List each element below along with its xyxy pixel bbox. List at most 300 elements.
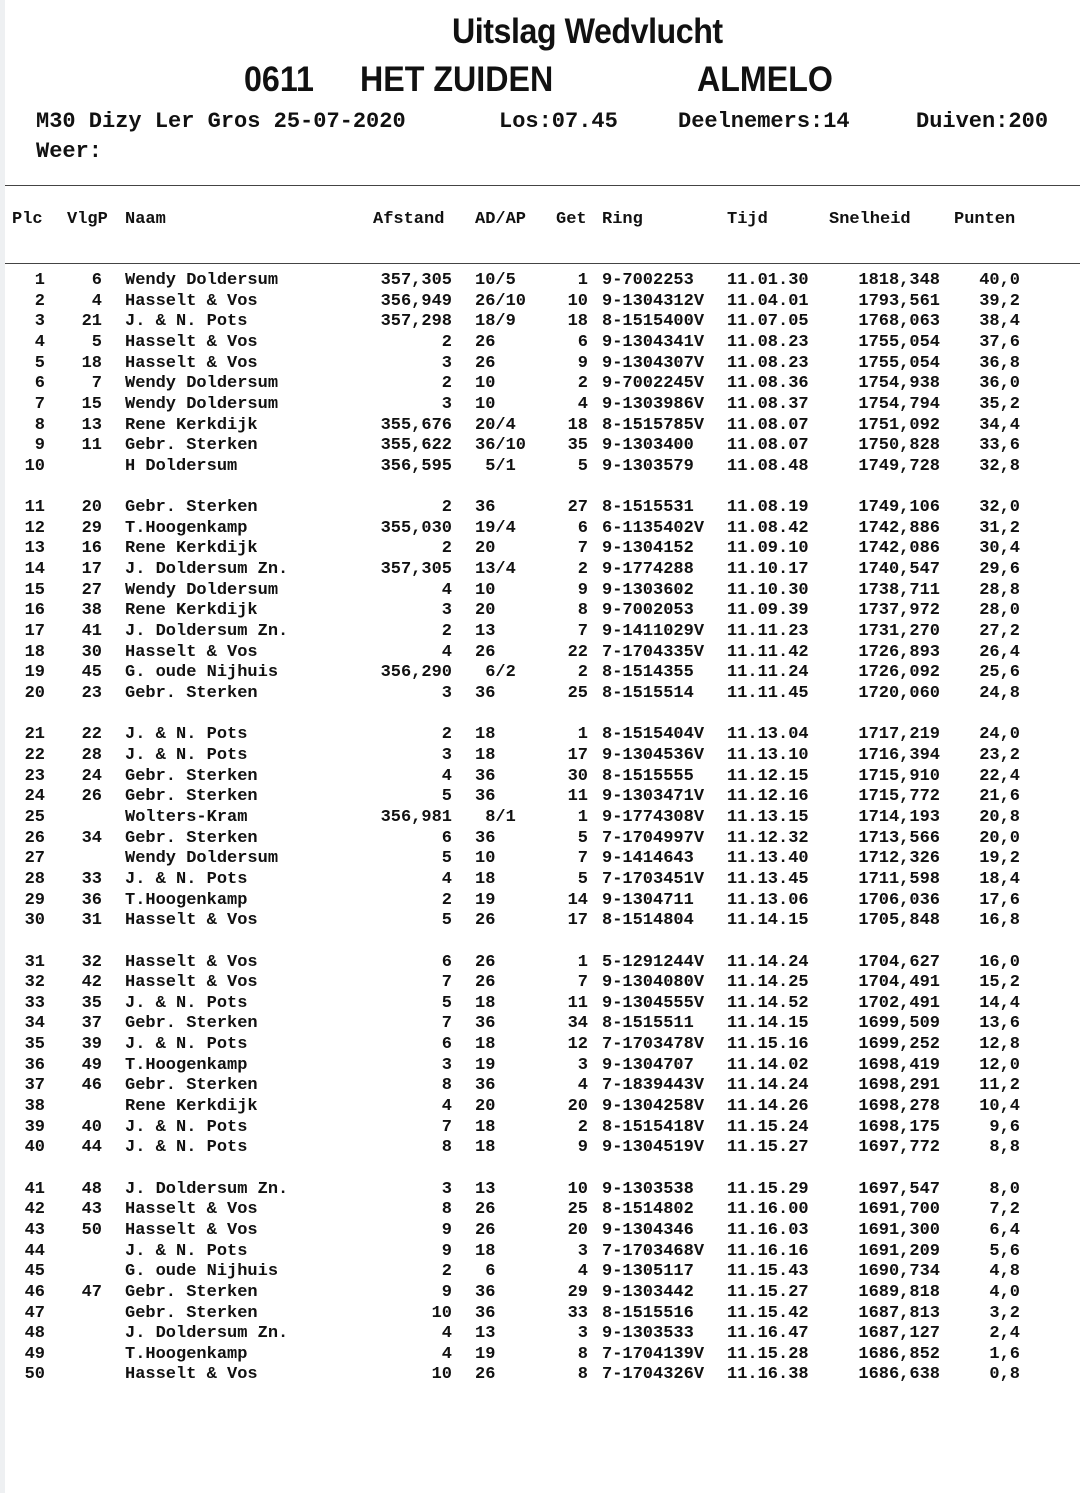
- cell-afstand: 9: [441, 1241, 452, 1261]
- cell-afstand: 4: [441, 766, 452, 786]
- cell-afstand: 3: [441, 745, 452, 765]
- page-title: Uitslag Wedvlucht: [452, 12, 723, 51]
- cell-adap: 36: [475, 1303, 496, 1323]
- cell-plc: 34: [24, 1014, 45, 1034]
- cell-tijd: 11.08.23: [727, 332, 809, 352]
- cell-snelheid: 1698,291: [858, 1076, 940, 1096]
- cell-ring: 8-1515531: [602, 498, 694, 518]
- cell-punten: 10,4: [979, 1097, 1020, 1116]
- cell-tijd: 11.11.45: [727, 684, 809, 703]
- cell-afstand: 3: [441, 684, 452, 703]
- cell-tijd: 11.16.16: [727, 1241, 809, 1261]
- cell-snelheid: 1712,326: [858, 849, 940, 869]
- cell-vlgp: 38: [81, 601, 102, 621]
- cell-snelheid: 1751,092: [858, 415, 940, 435]
- table-row: [0, 994, 1080, 1014]
- cell-ring: 9-1304258V: [602, 1097, 705, 1116]
- cell-get: 27: [567, 498, 588, 518]
- table-row: [0, 1324, 1080, 1344]
- cell-adap: 10: [475, 394, 496, 414]
- cell-plc: 18: [24, 642, 45, 662]
- cell-plc: 5: [34, 353, 45, 373]
- cell-adap: 26/10: [475, 291, 527, 311]
- cell-snelheid: 1740,547: [858, 560, 940, 580]
- cell-plc: 3: [34, 312, 45, 332]
- table-row: [0, 519, 1080, 539]
- cell-ring: 7-1839443V: [602, 1076, 705, 1096]
- cell-adap: 5/1: [475, 456, 516, 476]
- cell-ring: 8-1515785V: [602, 415, 705, 435]
- cell-adap: 26: [475, 911, 496, 931]
- cell-adap: 19: [475, 890, 496, 910]
- table-row: [0, 953, 1080, 973]
- cell-snelheid: 1717,219: [858, 725, 940, 745]
- cell-punten: 8,8: [989, 1138, 1020, 1158]
- cell-adap: 20: [475, 1097, 496, 1116]
- cell-adap: 18: [475, 869, 496, 889]
- table-row: [0, 1056, 1080, 1076]
- col-get: Get: [556, 210, 587, 229]
- cell-punten: 3,2: [989, 1303, 1020, 1323]
- cell-plc: 9: [34, 436, 45, 456]
- cell-ring: 9-1304312V: [602, 291, 705, 311]
- cell-tijd: 11.08.42: [727, 518, 809, 538]
- cell-tijd: 11.04.01: [727, 291, 809, 311]
- cell-punten: 34,4: [979, 415, 1020, 435]
- cell-punten: 35,2: [979, 394, 1020, 414]
- table-row: [0, 746, 1080, 766]
- cell-afstand: 356,949: [380, 291, 452, 311]
- cell-adap: 20/4: [475, 415, 516, 435]
- cell-afstand: 4: [441, 869, 452, 889]
- cell-punten: 16,0: [979, 952, 1020, 972]
- cell-adap: 26: [475, 973, 496, 993]
- cell-naam: Rene Kerkdijk: [125, 415, 258, 435]
- cell-naam: Gebr. Sterken: [125, 828, 258, 848]
- cell-get: 1: [577, 952, 588, 972]
- cell-naam: Wendy Doldersum: [125, 580, 279, 600]
- cell-tijd: 11.14.24: [727, 1076, 809, 1096]
- cell-tijd: 11.11.42: [727, 642, 809, 662]
- cell-adap: 26: [475, 642, 496, 662]
- cell-adap: 18: [475, 1241, 496, 1261]
- cell-ring: 7-1704139V: [602, 1344, 705, 1364]
- cell-adap: 8/1: [475, 807, 516, 827]
- cell-punten: 12,0: [979, 1055, 1020, 1075]
- cell-tijd: 11.13.45: [727, 869, 809, 889]
- cell-tijd: 11.15.43: [727, 1262, 809, 1282]
- cell-vlgp: 43: [81, 1200, 102, 1220]
- cell-plc: 2: [34, 291, 45, 311]
- cell-get: 18: [567, 415, 588, 435]
- cell-naam: Gebr. Sterken: [125, 1076, 258, 1096]
- club-code: 0611: [244, 60, 314, 99]
- cell-adap: 6: [475, 1262, 496, 1282]
- cell-tijd: 11.08.23: [727, 353, 809, 373]
- table-row: [0, 1014, 1080, 1034]
- table-row: [0, 498, 1080, 518]
- cell-tijd: 11.08.07: [727, 415, 809, 435]
- cell-tijd: 11.08.07: [727, 436, 809, 456]
- cell-tijd: 11.15.28: [727, 1344, 809, 1364]
- table-row: [0, 436, 1080, 456]
- cell-snelheid: 1768,063: [858, 312, 940, 332]
- cell-get: 10: [567, 291, 588, 311]
- cell-snelheid: 1713,566: [858, 828, 940, 848]
- cell-tijd: 11.08.19: [727, 498, 809, 518]
- cell-naam: Rene Kerkdijk: [125, 1097, 258, 1116]
- cell-adap: 10: [475, 374, 496, 394]
- cell-punten: 24,8: [979, 684, 1020, 703]
- cell-get: 25: [567, 684, 588, 703]
- cell-plc: 39: [24, 1117, 45, 1137]
- cell-vlgp: 17: [81, 560, 102, 580]
- cell-plc: 46: [24, 1282, 45, 1302]
- cell-punten: 9,6: [989, 1117, 1020, 1137]
- cell-ring: 8-1515418V: [602, 1117, 705, 1137]
- cell-tijd: 11.14.15: [727, 1014, 809, 1034]
- cell-punten: 37,6: [979, 332, 1020, 352]
- cell-punten: 24,0: [979, 725, 1020, 745]
- cell-vlgp: 42: [81, 973, 102, 993]
- cell-vlgp: 21: [81, 312, 102, 332]
- cell-naam: Gebr. Sterken: [125, 787, 258, 807]
- cell-afstand: 6: [441, 952, 452, 972]
- cell-punten: 4,8: [989, 1262, 1020, 1282]
- cell-plc: 13: [24, 539, 45, 559]
- cell-naam: Hasselt & Vos: [125, 1200, 258, 1220]
- cell-naam: G. oude Nijhuis: [125, 1262, 279, 1282]
- cell-vlgp: 48: [81, 1179, 102, 1199]
- cell-ring: 8-1515404V: [602, 725, 705, 745]
- cell-ring: 9-1305117: [602, 1262, 694, 1282]
- cell-get: 4: [577, 1076, 588, 1096]
- table-row: [0, 1097, 1080, 1117]
- cell-get: 12: [567, 1035, 588, 1054]
- cell-adap: 10: [475, 849, 496, 869]
- cell-get: 3: [577, 1055, 588, 1075]
- cell-ring: 9-1303602: [602, 580, 694, 600]
- cell-afstand: 3: [441, 353, 452, 373]
- cell-plc: 10: [24, 456, 45, 476]
- race-info: M30 Dizy Ler Gros 25-07-2020: [36, 109, 406, 134]
- cell-get: 17: [567, 911, 588, 931]
- cell-vlgp: 28: [81, 745, 102, 765]
- cell-adap: 13: [475, 622, 496, 641]
- cell-punten: 21,6: [979, 787, 1020, 807]
- cell-punten: 17,6: [979, 890, 1020, 910]
- cell-snelheid: 1698,419: [858, 1055, 940, 1075]
- cell-plc: 15: [24, 580, 45, 600]
- cell-naam: J. Doldersum Zn.: [125, 1324, 289, 1344]
- cell-adap: 20: [475, 539, 496, 559]
- cell-get: 18: [567, 312, 588, 332]
- cell-snelheid: 1720,060: [858, 684, 940, 703]
- cell-afstand: 7: [441, 973, 452, 993]
- cell-afstand: 3: [441, 1055, 452, 1075]
- cell-plc: 47: [24, 1303, 45, 1323]
- cell-naam: G. oude Nijhuis: [125, 663, 279, 683]
- cell-snelheid: 1711,598: [858, 869, 940, 889]
- cell-afstand: 7: [441, 1014, 452, 1034]
- cell-punten: 40,0: [979, 271, 1020, 290]
- cell-plc: 27: [24, 849, 45, 869]
- cell-plc: 42: [24, 1200, 45, 1220]
- cell-tijd: 11.15.42: [727, 1303, 809, 1323]
- cell-adap: 26: [475, 952, 496, 972]
- cell-plc: 26: [24, 828, 45, 848]
- cell-naam: T.Hoogenkamp: [125, 1055, 248, 1075]
- cell-naam: Wendy Doldersum: [125, 394, 279, 414]
- cell-vlgp: 24: [81, 766, 102, 786]
- cell-plc: 36: [24, 1055, 45, 1075]
- table-row: [0, 1242, 1080, 1262]
- cell-get: 9: [577, 580, 588, 600]
- cell-naam: Hasselt & Vos: [125, 353, 258, 373]
- cell-vlgp: 6: [91, 271, 102, 290]
- header-divider: [5, 185, 1080, 186]
- cell-adap: 13/4: [475, 560, 516, 580]
- cell-get: 10: [567, 1179, 588, 1199]
- cell-plc: 6: [34, 374, 45, 394]
- cell-vlgp: 13: [81, 415, 102, 435]
- cell-naam: Gebr. Sterken: [125, 684, 258, 703]
- table-divider: [5, 263, 1080, 264]
- table-row: [0, 374, 1080, 394]
- cell-plc: 28: [24, 869, 45, 889]
- cell-vlgp: 49: [81, 1055, 102, 1075]
- table-row: [0, 1076, 1080, 1096]
- cell-adap: 36: [475, 684, 496, 703]
- cell-snelheid: 1716,394: [858, 745, 940, 765]
- cell-vlgp: 7: [91, 374, 102, 394]
- col-plc: Plc: [12, 210, 43, 229]
- release-time: Los:07.45: [499, 109, 618, 134]
- cell-punten: 27,2: [979, 622, 1020, 641]
- table-row: [0, 808, 1080, 828]
- cell-ring: 9-1411029V: [602, 622, 705, 641]
- cell-get: 25: [567, 1200, 588, 1220]
- cell-get: 7: [577, 973, 588, 993]
- cell-snelheid: 1749,728: [858, 456, 940, 476]
- cell-afstand: 4: [441, 1324, 452, 1344]
- cell-afstand: 2: [441, 498, 452, 518]
- cell-afstand: 5: [441, 787, 452, 807]
- cell-tijd: 11.12.32: [727, 828, 809, 848]
- cell-afstand: 3: [441, 1179, 452, 1199]
- cell-adap: 19: [475, 1055, 496, 1075]
- cell-get: 29: [567, 1282, 588, 1302]
- cell-naam: Gebr. Sterken: [125, 436, 258, 456]
- cell-punten: 12,8: [979, 1035, 1020, 1054]
- cell-vlgp: 47: [81, 1282, 102, 1302]
- cell-vlgp: 33: [81, 869, 102, 889]
- cell-tijd: 11.15.27: [727, 1282, 809, 1302]
- cell-vlgp: 50: [81, 1220, 102, 1240]
- cell-snelheid: 1705,848: [858, 911, 940, 931]
- cell-tijd: 11.14.25: [727, 973, 809, 993]
- cell-adap: 36: [475, 1282, 496, 1302]
- cell-tijd: 11.13.04: [727, 725, 809, 745]
- table-row: [0, 870, 1080, 890]
- cell-adap: 18: [475, 1138, 496, 1158]
- cell-ring: 9-1414643: [602, 849, 694, 869]
- cell-plc: 37: [24, 1076, 45, 1096]
- cell-get: 6: [577, 518, 588, 538]
- cell-ring: 7-1704335V: [602, 642, 705, 662]
- cell-get: 34: [567, 1014, 588, 1034]
- cell-naam: J. & N. Pots: [125, 1035, 248, 1054]
- cell-ring: 9-1303533: [602, 1324, 694, 1344]
- cell-punten: 23,2: [979, 745, 1020, 765]
- cell-vlgp: 45: [81, 663, 102, 683]
- cell-tijd: 11.07.05: [727, 312, 809, 332]
- cell-ring: 8-1515516: [602, 1303, 694, 1323]
- cell-snelheid: 1754,794: [858, 394, 940, 414]
- cell-adap: 36: [475, 828, 496, 848]
- cell-adap: 13: [475, 1179, 496, 1199]
- cell-plc: 45: [24, 1262, 45, 1282]
- cell-tijd: 11.12.16: [727, 787, 809, 807]
- table-row: [0, 560, 1080, 580]
- cell-adap: 18/9: [475, 312, 516, 332]
- cell-naam: Hasselt & Vos: [125, 291, 258, 311]
- cell-get: 35: [567, 436, 588, 456]
- cell-ring: 9-1303579: [602, 456, 694, 476]
- cell-ring: 7-1703451V: [602, 869, 705, 889]
- cell-plc: 14: [24, 560, 45, 580]
- cell-get: 6: [577, 332, 588, 352]
- cell-snelheid: 1699,509: [858, 1014, 940, 1034]
- cell-afstand: 2: [441, 1262, 452, 1282]
- cell-adap: 18: [475, 725, 496, 745]
- cell-get: 22: [567, 642, 588, 662]
- cell-plc: 23: [24, 766, 45, 786]
- cell-snelheid: 1706,036: [858, 890, 940, 910]
- cell-punten: 16,8: [979, 911, 1020, 931]
- cell-snelheid: 1737,972: [858, 601, 940, 621]
- cell-adap: 26: [475, 1200, 496, 1220]
- cell-punten: 30,4: [979, 539, 1020, 559]
- cell-ring: 9-1303400: [602, 436, 694, 456]
- cell-tijd: 11.08.37: [727, 394, 809, 414]
- cell-get: 4: [577, 394, 588, 414]
- cell-punten: 32,8: [979, 456, 1020, 476]
- cell-ring: 8-1514802: [602, 1200, 694, 1220]
- cell-snelheid: 1749,106: [858, 498, 940, 518]
- cell-afstand: 2: [441, 890, 452, 910]
- table-row: [0, 849, 1080, 869]
- cell-punten: 0,8: [989, 1365, 1020, 1385]
- cell-tijd: 11.13.15: [727, 807, 809, 827]
- cell-afstand: 2: [441, 332, 452, 352]
- cell-vlgp: 26: [81, 787, 102, 807]
- cell-get: 8: [577, 1365, 588, 1385]
- cell-vlgp: 18: [81, 353, 102, 373]
- cell-ring: 6-1135402V: [602, 518, 705, 538]
- cell-plc: 50: [24, 1365, 45, 1385]
- cell-adap: 26: [475, 332, 496, 352]
- cell-vlgp: 41: [81, 622, 102, 641]
- cell-naam: Gebr. Sterken: [125, 1014, 258, 1034]
- cell-vlgp: 20: [81, 498, 102, 518]
- cell-afstand: 9: [441, 1220, 452, 1240]
- cell-adap: 36: [475, 1014, 496, 1034]
- cell-vlgp: 15: [81, 394, 102, 414]
- cell-get: 7: [577, 849, 588, 869]
- cell-plc: 1: [34, 271, 45, 290]
- cell-plc: 8: [34, 415, 45, 435]
- cell-plc: 24: [24, 787, 45, 807]
- cell-punten: 31,2: [979, 518, 1020, 538]
- cell-adap: 18: [475, 1117, 496, 1137]
- cell-plc: 21: [24, 725, 45, 745]
- cell-get: 14: [567, 890, 588, 910]
- cell-ring: 8-1515514: [602, 684, 694, 703]
- cell-naam: J. & N. Pots: [125, 1117, 248, 1137]
- cell-plc: 31: [24, 952, 45, 972]
- cell-snelheid: 1754,938: [858, 374, 940, 394]
- table-row: [0, 581, 1080, 601]
- cell-ring: 8-1514355: [602, 663, 694, 683]
- col-ring: Ring: [602, 210, 643, 229]
- cell-get: 1: [577, 271, 588, 290]
- cell-afstand: 6: [441, 828, 452, 848]
- cell-get: 20: [567, 1097, 588, 1116]
- cell-afstand: 9: [441, 1282, 452, 1302]
- table-row: [0, 829, 1080, 849]
- cell-tijd: 11.15.29: [727, 1179, 809, 1199]
- cell-ring: 7-1704326V: [602, 1365, 705, 1385]
- cell-adap: 13: [475, 1324, 496, 1344]
- table-row: [0, 622, 1080, 642]
- cell-get: 5: [577, 869, 588, 889]
- cell-ring: 9-1304307V: [602, 353, 705, 373]
- cell-get: 7: [577, 539, 588, 559]
- cell-ring: 9-1304519V: [602, 1138, 705, 1158]
- cell-plc: 43: [24, 1220, 45, 1240]
- cell-snelheid: 1755,054: [858, 332, 940, 352]
- cell-afstand: 3: [441, 394, 452, 414]
- participants-count: Deelnemers:14: [678, 109, 850, 134]
- table-row: [0, 1180, 1080, 1200]
- cell-punten: 11,2: [979, 1076, 1020, 1096]
- cell-tijd: 11.14.52: [727, 993, 809, 1013]
- cell-tijd: 11.12.15: [727, 766, 809, 786]
- table-row: [0, 725, 1080, 745]
- cell-plc: 33: [24, 993, 45, 1013]
- cell-adap: 36: [475, 766, 496, 786]
- cell-adap: 18: [475, 1035, 496, 1054]
- table-row: [0, 663, 1080, 683]
- col-vlgp: VlgP: [67, 210, 108, 229]
- cell-afstand: 357,305: [380, 271, 452, 290]
- cell-naam: Wendy Doldersum: [125, 374, 279, 394]
- cell-punten: 8,0: [989, 1179, 1020, 1199]
- cell-tijd: 11.16.00: [727, 1200, 809, 1220]
- cell-snelheid: 1715,772: [858, 787, 940, 807]
- cell-punten: 5,6: [989, 1241, 1020, 1261]
- cell-afstand: 355,676: [380, 415, 452, 435]
- cell-adap: 6/2: [475, 663, 516, 683]
- cell-adap: 36: [475, 787, 496, 807]
- cell-tijd: 11.13.40: [727, 849, 809, 869]
- cell-snelheid: 1750,828: [858, 436, 940, 456]
- cell-vlgp: 16: [81, 539, 102, 559]
- cell-vlgp: 34: [81, 828, 102, 848]
- cell-snelheid: 1726,092: [858, 663, 940, 683]
- cell-ring: 9-1303986V: [602, 394, 705, 414]
